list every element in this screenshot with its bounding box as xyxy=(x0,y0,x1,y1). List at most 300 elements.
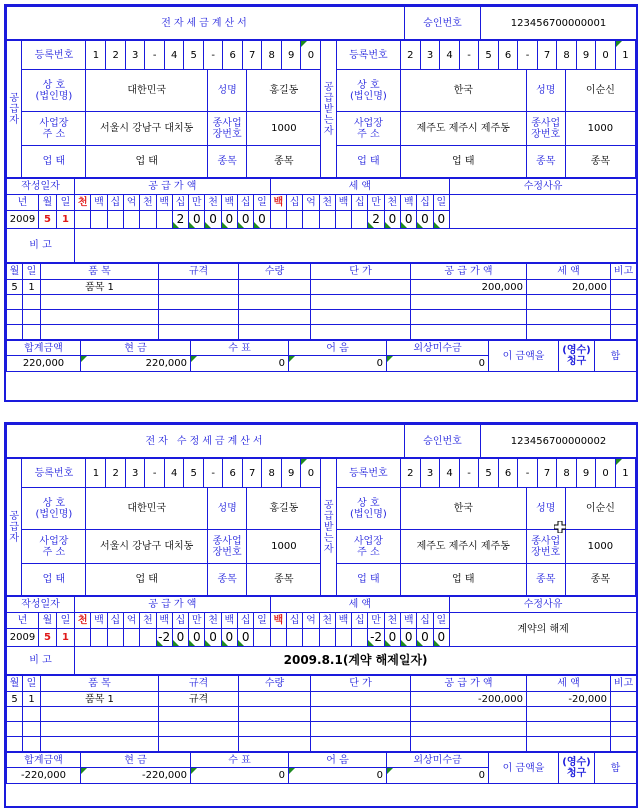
supplier-reg-digit: 2 xyxy=(106,41,126,69)
tax-amount-label: 세 액 xyxy=(270,597,449,613)
supplier-vertical-label xyxy=(7,41,22,178)
line-item: 품목 1 xyxy=(41,280,159,295)
supplier-company-label-line2: (법인명) xyxy=(35,508,73,520)
supplier-address-label-line2: 주 소 xyxy=(42,546,66,558)
tax-digit xyxy=(335,211,351,229)
supplier-branch-label xyxy=(208,530,247,564)
buyer-address-label xyxy=(336,530,400,564)
buyer-address-label-line1: 사업장 xyxy=(353,535,383,547)
approval-number: 123456700000002 xyxy=(481,425,637,458)
tax-digit-unit: 만 xyxy=(368,195,384,211)
buyer-reg-digit: 0 xyxy=(596,459,616,487)
tax-digit-unit: 억 xyxy=(303,195,319,211)
this-amount-label: 이 금액을 xyxy=(489,341,559,372)
supplier-company-label-line1: 상 호 xyxy=(42,79,66,91)
buyer-vertical-label-char: 자 xyxy=(323,543,334,555)
total-value: 220,000 xyxy=(7,356,81,372)
line-qty xyxy=(239,692,311,707)
line-price-label: 단 가 xyxy=(311,264,411,280)
tax-digit-unit: 백 xyxy=(270,195,286,211)
credit-label: 외상미수금 xyxy=(387,753,489,768)
supplier-branch-label xyxy=(208,112,247,146)
supplier-item: 종목 xyxy=(247,564,321,596)
supply-digit-unit: 만 xyxy=(189,195,205,211)
supply-digit-unit: 십 xyxy=(172,613,188,629)
buyer-vertical-label xyxy=(321,459,336,596)
buyer-reg-digit: 4 xyxy=(440,459,460,487)
claim-label: 청구 xyxy=(566,356,587,367)
tax-digit-unit: 백 xyxy=(401,613,417,629)
supplier-item: 종목 xyxy=(247,146,321,178)
tax-digit-unit: 십 xyxy=(352,195,368,211)
tax-digit-unit: 억 xyxy=(303,613,319,629)
receipt-label: (영수) xyxy=(562,345,591,356)
supplier-company-label xyxy=(22,70,86,112)
buyer-address: 제주도 제주시 제주동 xyxy=(400,112,526,146)
ham-label: 함 xyxy=(595,341,637,372)
tax-digit-unit: 백 xyxy=(335,613,351,629)
buyer-item: 종목 xyxy=(565,146,635,178)
supplier-company-label xyxy=(22,488,86,530)
bill-value: 0 xyxy=(289,768,387,784)
supplier-reg-digit: - xyxy=(145,459,165,487)
supply-digit xyxy=(107,629,123,647)
check-label: 수 표 xyxy=(191,341,289,356)
write-year: 2009 xyxy=(7,211,39,229)
approval-label: 승인번호 xyxy=(405,7,481,40)
supplier-address-label xyxy=(22,112,86,146)
buyer-reg-digit: 1 xyxy=(615,459,635,487)
tax-digit xyxy=(286,629,302,647)
approval-number: 123456700000001 xyxy=(481,7,637,40)
supplier-reg-digit: 3 xyxy=(125,41,145,69)
supply-digit-unit: 천 xyxy=(140,195,156,211)
buyer-reg-number xyxy=(400,459,635,488)
approval-label: 승인번호 xyxy=(405,425,481,458)
tax-digit-unit: 만 xyxy=(368,613,384,629)
cursor-crosshair-icon xyxy=(554,521,566,533)
claim-label: 청구 xyxy=(566,768,587,779)
supply-digit-unit: 십 xyxy=(172,195,188,211)
buyer-company: 한국 xyxy=(400,488,526,530)
total-label: 합계금액 xyxy=(7,341,81,356)
tax-digit-unit: 백 xyxy=(401,195,417,211)
tax-digit: 0 xyxy=(401,629,417,647)
supply-digit xyxy=(107,211,123,229)
line-supply: -200,000 xyxy=(411,692,527,707)
line-spec: 규격 xyxy=(159,692,239,707)
supplier-reg-number xyxy=(86,41,321,70)
total-label: 합계금액 xyxy=(7,753,81,768)
tax-digit: 0 xyxy=(433,211,449,229)
remark-value xyxy=(75,229,637,263)
buyer-vertical-label-char: 급 xyxy=(323,92,334,104)
tax-digit xyxy=(303,629,319,647)
buyer-company-label xyxy=(336,488,400,530)
buyer-reg-digit: 3 xyxy=(420,41,440,69)
supply-amount-label: 공 급 가 액 xyxy=(75,597,271,613)
line-remark xyxy=(611,692,637,707)
buyer-reg-digit: - xyxy=(459,41,479,69)
tax-digit-unit: 천 xyxy=(319,613,335,629)
buyer-company-label-line1: 상 호 xyxy=(357,79,380,91)
buyer-company-label xyxy=(336,70,400,112)
buyer-reg-digit: 7 xyxy=(537,459,557,487)
tax-digit: 2 xyxy=(368,211,384,229)
date-unit-label: 일 xyxy=(57,613,75,629)
invoice-title: 전자 수정세금계산서 xyxy=(7,425,405,458)
supplier-reg-digit: 6 xyxy=(223,41,243,69)
remark-value: 2009.8.1(계약 해제일자) xyxy=(75,647,637,675)
line-month: 5 xyxy=(7,280,23,295)
supplier-reg-digit: 7 xyxy=(242,459,262,487)
buyer-reg-digit: 4 xyxy=(440,41,460,69)
date-unit-label: 년 xyxy=(7,613,39,629)
buyer-reg-digit: 9 xyxy=(576,459,596,487)
buyer-company-label-line1: 상 호 xyxy=(357,497,380,509)
tax-digit: 0 xyxy=(433,629,449,647)
tax-digit xyxy=(286,211,302,229)
cash-value: -220,000 xyxy=(81,768,191,784)
line-spec-label: 규격 xyxy=(159,676,239,692)
credit-value: 0 xyxy=(387,356,489,372)
buyer-reg-digit: 3 xyxy=(420,459,440,487)
line-tax-label: 세 액 xyxy=(527,676,611,692)
supplier-name-label: 성명 xyxy=(208,70,247,112)
supply-digit-unit: 천 xyxy=(75,195,91,211)
line-qty-label: 수량 xyxy=(239,264,311,280)
supplier-reg-digit: 5 xyxy=(184,41,204,69)
supply-digit-unit: 백 xyxy=(221,195,237,211)
write-date-label: 작성일자 xyxy=(7,597,75,613)
supplier-reg-digit: 3 xyxy=(125,459,145,487)
supplier-reg-digit: - xyxy=(145,41,165,69)
tax-amount-label: 세 액 xyxy=(270,179,449,195)
buyer-reg-digit: 5 xyxy=(479,41,499,69)
tax-digit: -2 xyxy=(368,629,384,647)
line-item-label: 품 목 xyxy=(41,676,159,692)
supply-digit xyxy=(123,629,139,647)
tax-digit: 0 xyxy=(417,629,433,647)
supplier-address: 서울시 강남구 대치동 xyxy=(86,530,208,564)
revision-reason-label: 수정사유 xyxy=(450,179,637,195)
supplier-business-label: 업 태 xyxy=(22,564,86,596)
buyer-address-label-line1: 사업장 xyxy=(353,117,383,129)
remark-label: 비 고 xyxy=(7,229,75,263)
write-date-label: 작성일자 xyxy=(7,179,75,195)
supply-digit xyxy=(91,629,107,647)
buyer-name: 이순신 xyxy=(565,488,635,530)
tax-digit-unit: 십 xyxy=(417,613,433,629)
supplier-reg-digit: 5 xyxy=(184,459,204,487)
check-label: 수 표 xyxy=(191,753,289,768)
supply-digit xyxy=(91,211,107,229)
supply-digit-unit: 백 xyxy=(156,195,172,211)
cash-label: 현 금 xyxy=(81,753,191,768)
receipt-claim-label xyxy=(559,341,595,372)
supply-digit: -2 xyxy=(156,629,172,647)
supplier-reg-digit: 2 xyxy=(106,459,126,487)
line-row-empty xyxy=(7,722,637,737)
buyer-vertical-label-char: 공 xyxy=(323,81,334,93)
buyer-vertical-label-char: 공 xyxy=(323,499,334,511)
supply-digit: 0 xyxy=(189,629,205,647)
buyer-address-label-line2: 주 소 xyxy=(357,546,380,558)
tax-digit xyxy=(270,211,286,229)
line-row xyxy=(7,280,637,295)
date-unit-label: 일 xyxy=(57,195,75,211)
cash-value: 220,000 xyxy=(81,356,191,372)
supplier-company-label-line1: 상 호 xyxy=(42,497,66,509)
line-item: 품목 1 xyxy=(41,692,159,707)
buyer-company-label-line2: (법인명) xyxy=(349,508,387,520)
supply-digit xyxy=(140,211,156,229)
supplier-name: 홍길동 xyxy=(247,488,321,530)
line-month: 5 xyxy=(7,692,23,707)
buyer-reg-digit: 9 xyxy=(576,41,596,69)
supply-digit: 2 xyxy=(172,211,188,229)
buyer-reg-label: 등록번호 xyxy=(336,41,400,70)
supply-digit-unit: 천 xyxy=(75,613,91,629)
buyer-branch-label xyxy=(526,530,565,564)
buyer-company: 한국 xyxy=(400,70,526,112)
buyer-business-label: 업 태 xyxy=(336,146,400,178)
line-day-label: 일 xyxy=(23,264,41,280)
buyer-reg-digit: 1 xyxy=(615,41,635,69)
line-month-label: 월 xyxy=(7,676,23,692)
supplier-vertical-label-char: 급 xyxy=(9,521,20,533)
buyer-reg-digit: 0 xyxy=(596,41,616,69)
supply-digit-unit: 백 xyxy=(91,195,107,211)
total-value: -220,000 xyxy=(7,768,81,784)
supply-digit xyxy=(156,211,172,229)
tax-digit: 0 xyxy=(417,211,433,229)
supply-digit-unit: 십 xyxy=(238,195,254,211)
supply-digit: 0 xyxy=(189,211,205,229)
supplier-reg-digit: 4 xyxy=(164,459,184,487)
line-row-empty xyxy=(7,310,637,325)
supplier-branch-label-line2: 장번호 xyxy=(212,546,242,558)
supply-digit-unit: 일 xyxy=(254,613,270,629)
this-amount-label: 이 금액을 xyxy=(489,753,559,784)
buyer-branch: 1000 xyxy=(565,112,635,146)
supply-digit xyxy=(75,211,91,229)
buyer-reg-label: 등록번호 xyxy=(336,459,400,488)
line-supply-label: 공 급 가 액 xyxy=(411,676,527,692)
tax-digit-unit: 일 xyxy=(433,195,449,211)
tax-digit-unit: 십 xyxy=(352,613,368,629)
bill-label: 어 음 xyxy=(289,753,387,768)
line-row-empty xyxy=(7,295,637,310)
date-unit-label: 월 xyxy=(39,613,57,629)
revision-reason xyxy=(450,195,637,229)
supply-digit xyxy=(123,211,139,229)
supplier-company: 대한민국 xyxy=(86,70,208,112)
tax-digit xyxy=(303,211,319,229)
buyer-vertical-label-char: 는 xyxy=(323,114,334,126)
line-row-empty xyxy=(7,325,637,340)
tax-invoice-revised xyxy=(4,422,638,808)
buyer-vertical-label-char: 받 xyxy=(323,521,334,533)
buyer-branch-label-line2: 장번호 xyxy=(531,546,561,558)
supply-digit: 0 xyxy=(238,629,254,647)
supplier-reg-label: 등록번호 xyxy=(22,459,86,488)
tax-digit xyxy=(319,211,335,229)
buyer-name-label: 성명 xyxy=(526,70,565,112)
tax-invoice-original xyxy=(4,4,638,402)
supply-digit-unit: 백 xyxy=(156,613,172,629)
supplier-branch-label-line1: 종사업 xyxy=(212,117,242,129)
tax-digit: 0 xyxy=(384,211,400,229)
line-tax: 20,000 xyxy=(527,280,611,295)
tax-digit-unit: 백 xyxy=(270,613,286,629)
supplier-reg-digit: - xyxy=(203,41,223,69)
line-day: 1 xyxy=(23,692,41,707)
buyer-reg-digit: - xyxy=(518,41,538,69)
buyer-address-label xyxy=(336,112,400,146)
buyer-reg-digit: 2 xyxy=(401,459,421,487)
supply-digit: 0 xyxy=(254,211,270,229)
supplier-address-label-line1: 사업장 xyxy=(39,117,69,129)
supplier-address-label-line1: 사업장 xyxy=(39,535,69,547)
buyer-vertical-label-char: 는 xyxy=(323,532,334,544)
buyer-address-label-line2: 주 소 xyxy=(357,128,380,140)
supplier-name: 홍길동 xyxy=(247,70,321,112)
supplier-branch: 1000 xyxy=(247,112,321,146)
supply-digit xyxy=(75,629,91,647)
buyer-item-label: 종목 xyxy=(526,146,565,178)
line-remark-label: 비고 xyxy=(611,264,637,280)
tax-digit xyxy=(352,629,368,647)
buyer-reg-digit: 2 xyxy=(401,41,421,69)
supply-digit-unit: 억 xyxy=(123,613,139,629)
tax-digit-unit: 백 xyxy=(335,195,351,211)
write-day: 1 xyxy=(57,629,75,647)
supply-digit-unit: 십 xyxy=(238,613,254,629)
buyer-address: 제주도 제주시 제주동 xyxy=(400,530,526,564)
line-price xyxy=(311,280,411,295)
supply-amount-label: 공 급 가 액 xyxy=(75,179,271,195)
check-value: 0 xyxy=(191,768,289,784)
supplier-reg-digit: 6 xyxy=(223,459,243,487)
supplier-vertical-label xyxy=(7,459,22,596)
line-spec xyxy=(159,280,239,295)
line-qty xyxy=(239,280,311,295)
supplier-item-label: 종목 xyxy=(208,564,247,596)
tax-digit-unit: 천 xyxy=(319,195,335,211)
supply-digit: 0 xyxy=(205,629,221,647)
supplier-business: 업 태 xyxy=(86,146,208,178)
supplier-vertical-label-char: 공 xyxy=(9,510,20,522)
supplier-vertical-label-char: 급 xyxy=(9,103,20,115)
tax-digit-unit: 천 xyxy=(384,613,400,629)
supply-digit-unit: 억 xyxy=(123,195,139,211)
line-supply: 200,000 xyxy=(411,280,527,295)
line-row-empty xyxy=(7,737,637,752)
supplier-vertical-label-char: 자 xyxy=(9,114,20,126)
line-spec-label: 규격 xyxy=(159,264,239,280)
supply-digit: 0 xyxy=(238,211,254,229)
date-unit-label: 월 xyxy=(39,195,57,211)
line-supply-label: 공 급 가 액 xyxy=(411,264,527,280)
buyer-business-label: 업 태 xyxy=(336,564,400,596)
date-unit-label: 년 xyxy=(7,195,39,211)
supplier-reg-digit: 9 xyxy=(281,41,301,69)
buyer-vertical-label-char: 받 xyxy=(323,103,334,115)
cash-label: 현 금 xyxy=(81,341,191,356)
receipt-claim-label xyxy=(559,753,595,784)
supplier-branch: 1000 xyxy=(247,530,321,564)
line-tax-label: 세 액 xyxy=(527,264,611,280)
supplier-reg-digit: 0 xyxy=(301,459,321,487)
supply-digit-unit: 십 xyxy=(107,613,123,629)
tax-digit-unit: 십 xyxy=(417,195,433,211)
supply-digit: 0 xyxy=(221,211,237,229)
buyer-item: 종목 xyxy=(565,564,635,596)
supplier-address-label xyxy=(22,530,86,564)
supply-digit: 0 xyxy=(205,211,221,229)
buyer-branch-label-line1: 종사업 xyxy=(531,117,561,129)
supply-digit: 0 xyxy=(221,629,237,647)
supplier-business-label: 업 태 xyxy=(22,146,86,178)
tax-digit xyxy=(319,629,335,647)
supply-digit-unit: 천 xyxy=(205,613,221,629)
supplier-branch-label-line2: 장번호 xyxy=(212,128,242,140)
buyer-branch-label xyxy=(526,112,565,146)
supplier-company: 대한민국 xyxy=(86,488,208,530)
supplier-reg-digit: 4 xyxy=(164,41,184,69)
tax-digit-unit: 십 xyxy=(286,613,302,629)
ham-label: 함 xyxy=(595,753,637,784)
buyer-reg-digit: 8 xyxy=(557,41,577,69)
credit-label: 외상미수금 xyxy=(387,341,489,356)
bill-value: 0 xyxy=(289,356,387,372)
supply-digit-unit: 만 xyxy=(189,613,205,629)
buyer-vertical-label-char: 자 xyxy=(323,125,334,137)
buyer-reg-digit: - xyxy=(518,459,538,487)
tax-digit-unit: 천 xyxy=(384,195,400,211)
invoice-title: 전자세금계산서 xyxy=(7,7,405,40)
write-year: 2009 xyxy=(7,629,39,647)
supplier-reg-number xyxy=(86,459,321,488)
supplier-company-label-line2: (법인명) xyxy=(35,90,73,102)
supplier-name-label: 성명 xyxy=(208,488,247,530)
tax-digit-unit: 십 xyxy=(286,195,302,211)
tax-digit xyxy=(335,629,351,647)
supplier-vertical-label-char: 공 xyxy=(9,92,20,104)
buyer-reg-number xyxy=(400,41,635,70)
buyer-branch-label-line1: 종사업 xyxy=(531,535,561,547)
revision-reason: 계약의 해제 xyxy=(450,613,637,647)
write-month: 5 xyxy=(39,629,57,647)
supply-digit-unit: 천 xyxy=(205,195,221,211)
credit-value: 0 xyxy=(387,768,489,784)
bill-label: 어 음 xyxy=(289,341,387,356)
line-row-empty xyxy=(7,707,637,722)
tax-digit xyxy=(270,629,286,647)
buyer-reg-digit: 7 xyxy=(537,41,557,69)
supply-digit: 0 xyxy=(172,629,188,647)
supplier-reg-digit: 9 xyxy=(281,459,301,487)
buyer-branch: 1000 xyxy=(565,530,635,564)
remark-label: 비 고 xyxy=(7,647,75,675)
supplier-reg-digit: 7 xyxy=(242,41,262,69)
line-remark-label: 비고 xyxy=(611,676,637,692)
buyer-vertical-label xyxy=(321,41,336,178)
supply-digit xyxy=(254,629,270,647)
buyer-vertical-label-char: 급 xyxy=(323,510,334,522)
supplier-reg-digit: - xyxy=(203,459,223,487)
